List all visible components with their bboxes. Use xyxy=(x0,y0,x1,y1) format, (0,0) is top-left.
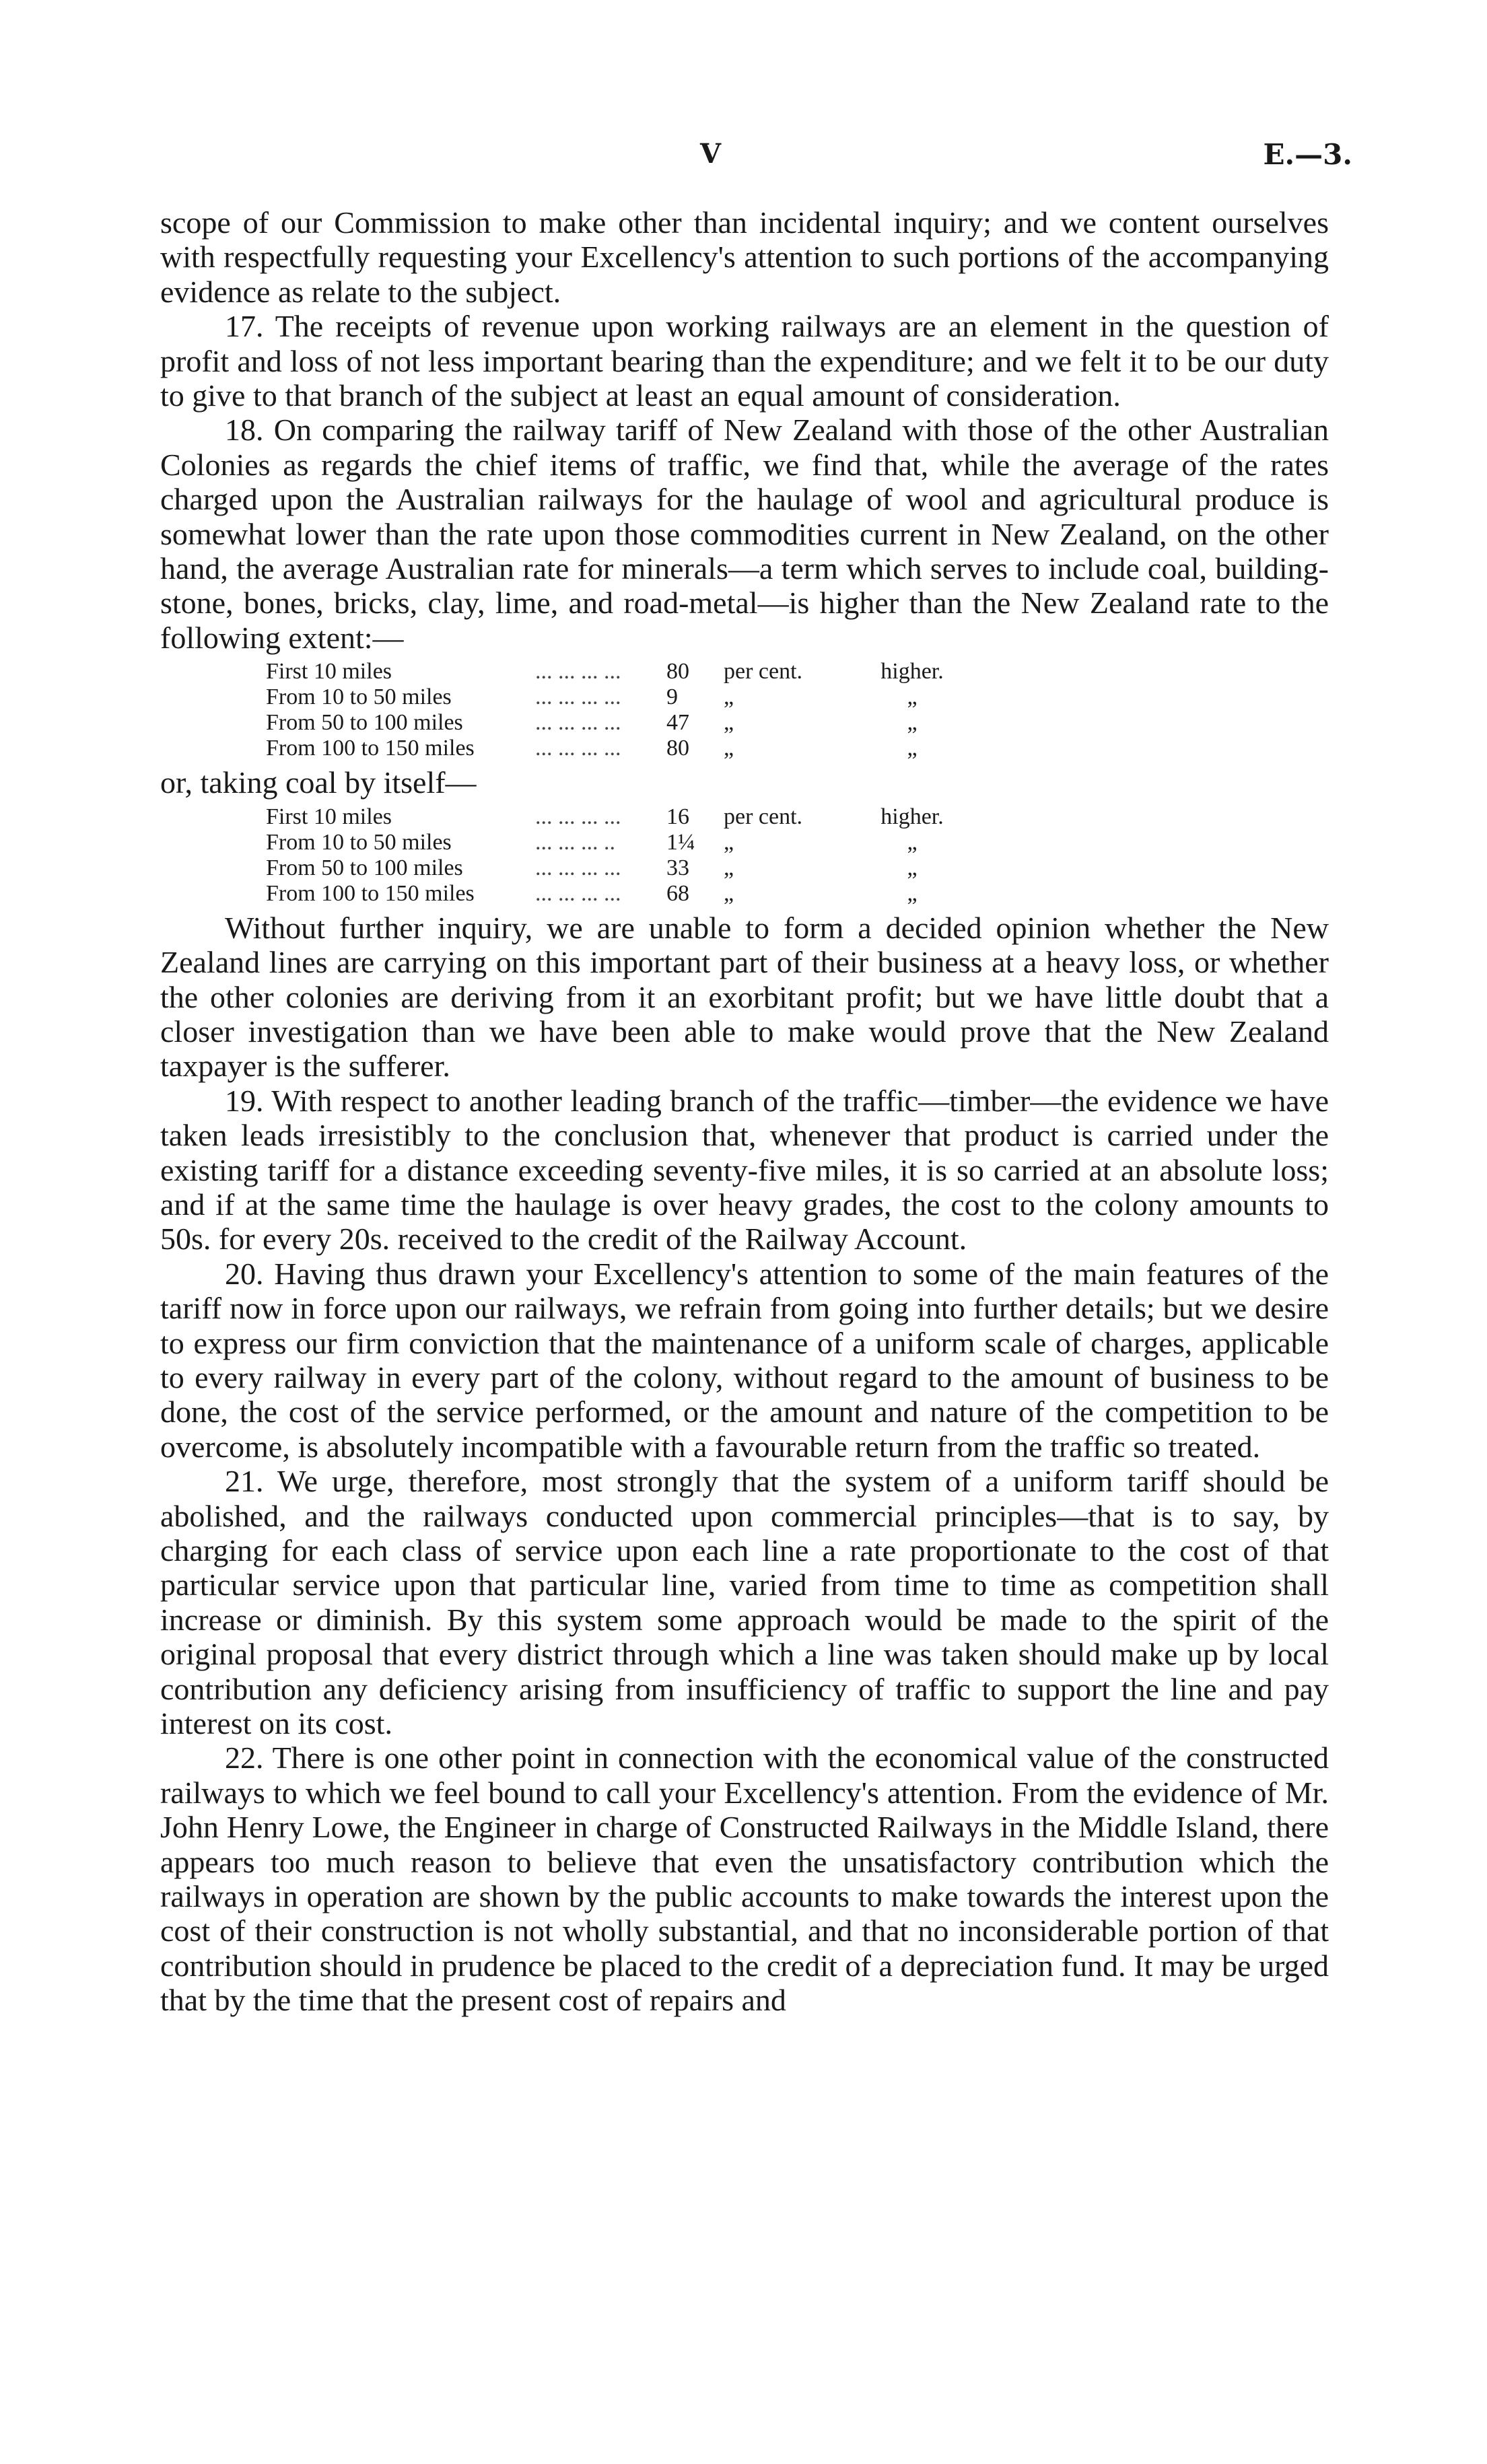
distance-label: From 50 to 100 miles xyxy=(266,710,463,736)
body-text xyxy=(160,205,1329,2018)
table-row xyxy=(266,804,963,830)
distance-label: From 10 to 50 miles xyxy=(266,684,452,710)
rate-suffix: „ xyxy=(907,829,918,855)
leader-dots: ... ... ... ... xyxy=(535,710,621,736)
table-row xyxy=(266,830,963,855)
leader-dots: ... ... ... ... xyxy=(535,804,621,829)
rate-value: 80 xyxy=(666,659,689,684)
rate-suffix: „ xyxy=(907,684,918,710)
leader-dots: ... ... ... ... xyxy=(535,684,621,710)
paragraph-22: 22. There is one other point in connection with the economical value of the constructed railways to which we feel bound to call your Excellency's attention. From the evidence of Mr. John Henry Lowe, the Engineer in charge of Constructed Railways in the Middle Island, there appears too much reason to believe that even the unsatisfactory contribution which the railways in operation are shown by the public accounts to make towards the interest upon the cost of their construction is not wholly substantial, and that no inconsiderable portion of that contribution should in prudence be placed to the credit of a depreciation fund. It may be urged that by the time that the present cost of repairs and xyxy=(160,1740,1329,2018)
leader-dots: ... ... ... ... xyxy=(535,659,621,684)
rate-unit: „ xyxy=(724,710,734,736)
rate-value: 1¼ xyxy=(666,829,695,855)
distance-label: First 10 miles xyxy=(266,804,392,829)
rate-unit: „ xyxy=(724,880,734,906)
leader-dots: ... ... ... .. xyxy=(535,829,615,855)
page-numeral: V xyxy=(700,138,723,170)
rate-unit: per cent. xyxy=(724,804,803,829)
table-row xyxy=(266,659,963,684)
rate-value: 68 xyxy=(666,880,689,906)
rate-value: 47 xyxy=(666,710,689,736)
leader-dots: ... ... ... ... xyxy=(535,736,621,761)
rate-unit: „ xyxy=(724,829,734,855)
rate-value: 33 xyxy=(666,855,689,880)
rate-suffix: „ xyxy=(907,880,918,906)
coal-intro: or, taking coal by itself— xyxy=(160,765,477,800)
rate-suffix: „ xyxy=(907,855,918,880)
rate-unit: per cent. xyxy=(724,659,803,684)
minerals-rate-table xyxy=(266,659,963,761)
rate-suffix: „ xyxy=(907,736,918,761)
paragraph-continued: scope of our Commission to make other than incidental inquiry; and we content ourselves with respectfully requesting your Excellency's attention to such portions of the accompanying evidence as relate to the subject. xyxy=(160,205,1329,309)
table-row xyxy=(266,710,963,736)
table-row xyxy=(266,881,963,907)
rate-value: 80 xyxy=(666,736,689,761)
paragraph-17: 17. The receipts of revenue upon working railways are an element in the question of profit and loss of not less important bearing than the expenditure; and we felt it to be our duty to give to that branch of the subject at least an equal amount of consideration. xyxy=(160,309,1329,413)
distance-label: From 100 to 150 miles xyxy=(266,880,475,906)
paragraph-18: 18. On comparing the railway tariff of New Zealand with those of the other Australian Colonies as regards the chief items of traffic, we find that, while the average of the rates charged upon the Australian railways for the haulage of wool and agricultural produce is somewhat lower than the rate upon those commodities current in New Zealand, on the other hand, the average Australian rate for minerals—a term which serves to include coal, building-stone, bones, bricks, clay, lime, and road-metal—is higher than the New Zealand rate to the following extent:— xyxy=(160,413,1329,655)
paragraph-20: 20. Having thus drawn your Excellency's attention to some of the main features of the tariff now in force upon our railways, we refrain from going into further details; but we desire to express our firm conviction that the maintenance of a uniform scale of charges, applicable to every railway in every part of the colony, without regard to the amount of business to be done, the cost of the service performed, or the amount and nature of the competition to be overcome, is absolutely incompatible with a favourable return from the traffic so treated. xyxy=(160,1256,1329,1464)
paragraph-21: 21. We urge, therefore, most strongly that the system of a uniform tariff should be abolished, and the railways conducted upon commercial principles—that is to say, by charging for each class of service upon each line a rate proportionate to the cost of that particular service upon that particular line, varied from time to time as competition shall increase or diminish. By this system some approach would be made to the spirit of the original proposal that every district through which a line was taken should make up by local contribution any deficiency arising from insufficiency of traffic to support the line and pay interest on its cost. xyxy=(160,1464,1329,1741)
distance-label: From 50 to 100 miles xyxy=(266,855,463,880)
distance-label: First 10 miles xyxy=(266,659,392,684)
rate-suffix: higher. xyxy=(880,804,944,829)
rate-value: 16 xyxy=(666,804,689,829)
distance-label: From 10 to 50 miles xyxy=(266,829,452,855)
rate-suffix: „ xyxy=(907,710,918,736)
table-row xyxy=(266,684,963,710)
table-row xyxy=(266,855,963,881)
rate-unit: „ xyxy=(724,684,734,710)
paragraph-19: 19. With respect to another leading branch of the traffic—timber—the evidence we have taken leads irresistibly to the conclusion that, whenever that product is carried under the existing tariff for a distance exceeding seventy-five miles, it is so carried at an absolute loss; and if at the same time the haulage is over heavy grades, the cost to the colony amounts to 50s. for every 20s. received to the credit of the Railway Account. xyxy=(160,1083,1329,1257)
coal-rate-table xyxy=(266,804,963,907)
rate-unit: „ xyxy=(724,855,734,880)
paragraph-18-continued: Without further inquiry, we are unable to form a decided opinion whether the New Zealand lines are carrying on this important part of their business at a heavy loss, or whether the other colonies are deriving from it an exorbitant profit; but we have little doubt that a closer investigation than we have been able to make would prove that the New Zealand taxpayer is the sufferer. xyxy=(160,910,1329,1084)
table-row xyxy=(266,736,963,761)
distance-label: From 100 to 150 miles xyxy=(266,736,475,761)
leader-dots: ... ... ... ... xyxy=(535,855,621,880)
rate-unit: „ xyxy=(724,736,734,761)
rate-suffix: higher. xyxy=(880,659,944,684)
leader-dots: ... ... ... ... xyxy=(535,880,621,906)
document-reference: E.—3. xyxy=(1263,138,1352,171)
rate-value: 9 xyxy=(666,684,678,710)
